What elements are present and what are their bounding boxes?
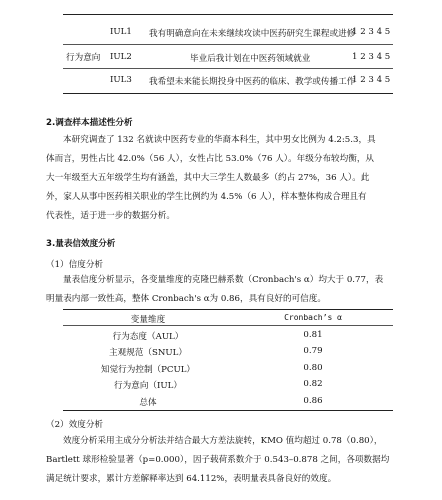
reliability-subtitle: （1）信度分析	[46, 260, 104, 270]
item-text: 我希望未来能长期投身中医药的临床、教学或传播工作	[149, 77, 356, 87]
alpha-cell: 0.79	[303, 346, 323, 356]
likert-scale: 1 2 3 4 5	[352, 52, 391, 62]
paragraph-line: 明量表内部一致性高，整体 Cronbach's α为 0.86，具有良好的可信度。	[46, 294, 326, 304]
alpha-cell: 0.82	[303, 379, 323, 389]
col-header-alpha: Cronbach’s α	[284, 313, 342, 322]
alpha-cell: 0.81	[303, 330, 323, 340]
table-bottom-rule	[63, 93, 393, 94]
validity-subtitle: （2）效度分析	[46, 420, 104, 430]
dimension-cell: 行为意向（IUL）	[114, 381, 182, 391]
item-text: 我有明确意向在未来继续攻读中医药研究生课程或进修	[149, 29, 356, 39]
table-top-rule	[63, 14, 393, 15]
paragraph-line: 效度分析采用主成分分析法并结合最大方差法旋转，KMO 值均超过 0.78（0.80），	[63, 436, 383, 446]
dimension-cell: 总体	[139, 398, 157, 408]
paragraph-line: 代表性，适于进一步的数据分析。	[46, 211, 175, 221]
col-header-dimension: 变量维度	[130, 315, 166, 325]
paragraph-line: 体而言，男性占比 42.0%（56 人），女性占比 53.0%（76 人）。年级分布较均衡，从	[46, 154, 375, 164]
group-label: 行为意向	[66, 53, 101, 63]
row-divider	[63, 68, 393, 69]
paragraph-line: 量表信度分析显示，各变量维度的克隆巴赫系数（Cronbach's α）均大于 0.77，表	[63, 275, 384, 285]
dimension-cell: 知觉行为控制（PCUL）	[100, 365, 196, 375]
item-code: IUL2	[110, 52, 132, 62]
section2-paragraph	[46, 131, 404, 226]
validity-paragraph	[46, 432, 404, 489]
paragraph-line: 外，家人从事中医药相关职业的学生比例约为 4.5%（6 人），样本整体构成合理且有	[46, 192, 367, 202]
header-rule	[63, 325, 393, 326]
item-code: IUL1	[110, 27, 132, 37]
dimension-cell: 主观规范（SNUL）	[109, 348, 187, 358]
paragraph-line: Bartlett 球形检验显著（p=0.000），因子载荷系数介于 0.543–0.878 之间，各项数据均	[46, 455, 390, 465]
alpha-cell: 0.80	[303, 363, 323, 373]
paragraph-line: 大一年级至大五年级学生均有涵盖，其中大三学生人数最多（约占 27%，36 人）。此	[46, 173, 370, 183]
row-divider	[63, 44, 393, 45]
table-bottom-rule	[63, 410, 393, 411]
item-text: 毕业后我计划在中医药领域就业	[190, 54, 311, 64]
section2-title: 2.调查样本描述性分析	[46, 118, 133, 128]
paragraph-line: 满足统计要求，累计方差解释率达到 64.112%，表明量表具备良好的效度。	[46, 474, 337, 484]
item-code: IUL3	[110, 75, 132, 85]
likert-scale: 1 2 3 4 5	[352, 75, 391, 85]
paragraph-line: 本研究调查了 132 名就读中医药专业的华裔本科生，其中男女比例为 4.2:5.3，具	[63, 135, 376, 145]
reliability-paragraph	[46, 271, 404, 309]
table-top-rule	[63, 309, 393, 310]
dimension-cell: 行为态度（AUL）	[112, 332, 184, 342]
alpha-cell: 0.86	[303, 396, 323, 406]
section3-title: 3.量表信效度分析	[46, 239, 116, 249]
likert-scale: 1 2 3 4 5	[352, 27, 391, 37]
